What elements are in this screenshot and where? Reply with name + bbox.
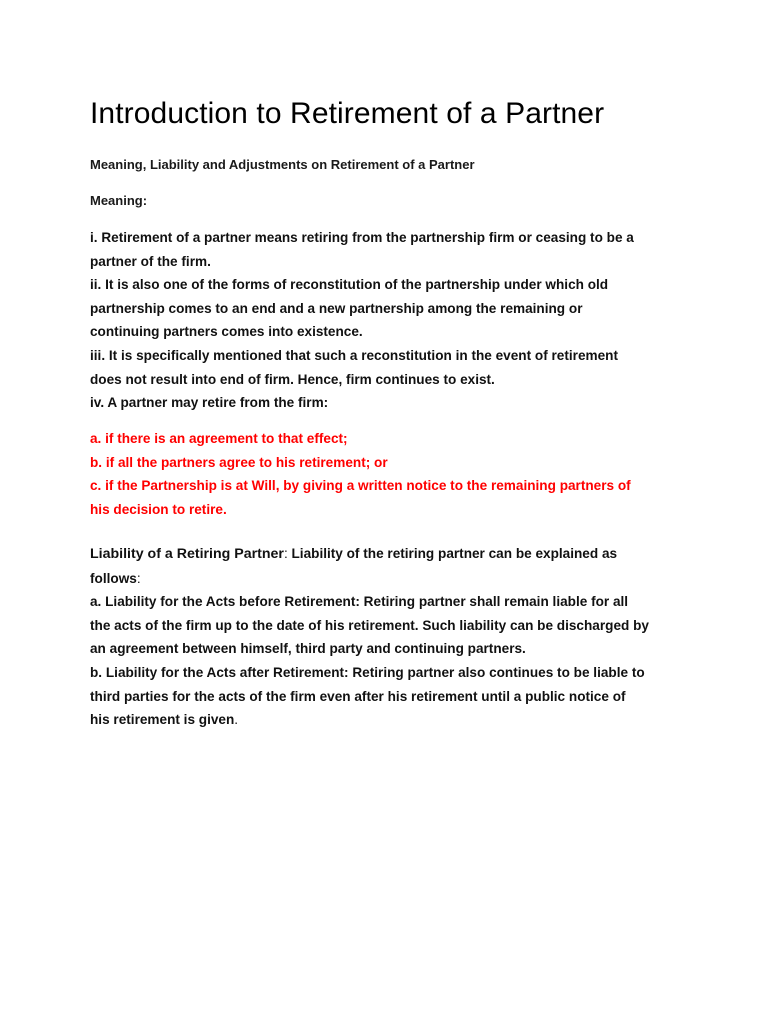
liability-intro-text: Liability of the retiring partner can be explained as [287, 546, 618, 561]
page-title: Introduction to Retirement of a Partner [90, 97, 605, 130]
condition-item: b. if all the partners agree to his retirement; or [90, 454, 388, 470]
meaning-line: does not result into end of firm. Hence, firm continues to exist. [90, 371, 495, 387]
liability-paragraph [90, 542, 690, 732]
meaning-line: iii. It is specifically mentioned that such a reconstitution in the event of retirement [90, 347, 618, 363]
meaning-line: i. Retirement of a partner means retiring from the partnership firm or ceasing to be a [90, 230, 634, 245]
liability-line: the acts of the firm up to the date of his retirement. Such liability can be discharged by [90, 617, 649, 633]
liability-line: an agreement between himself, third party and continuing partners. [90, 641, 526, 657]
liability-heading: Liability of a Retiring Partner [90, 546, 284, 562]
liability-intro-line [90, 542, 690, 567]
liability-intro-line [90, 567, 690, 591]
condition-item: c. if the Partnership is at Will, by giving a written notice to the remaining partners of [90, 478, 631, 494]
condition-item: a. if there is an agreement to that effect; [90, 431, 348, 446]
liability-line: third parties for the acts of the firm even after his retirement until a public notice of [90, 688, 626, 704]
liability-last-text: his retirement is given [90, 712, 235, 728]
meaning-heading: Meaning: [90, 193, 148, 208]
liability-last-line [90, 708, 690, 732]
condition-item: his decision to retire. [90, 501, 227, 517]
liability-intro-continued: follows [90, 570, 137, 586]
liability-last-period: . [234, 712, 239, 728]
retirement-conditions-list [90, 427, 690, 521]
meaning-line: iv. A partner may retire from the firm: [90, 395, 329, 411]
liability-intro-colon: : [136, 570, 141, 586]
meaning-paragraph [90, 226, 690, 415]
liability-line: a. Liability for the Acts before Retirement: Retiring partner shall remain liable for all [90, 594, 629, 610]
meaning-line: partnership comes to an end and a new partnership among the remaining or [90, 300, 583, 316]
liability-heading-colon: : [283, 546, 288, 561]
liability-line: b. Liability for the Acts after Retirement: Retiring partner also continues to be liable to [90, 664, 645, 680]
page-subtitle: Meaning, Liability and Adjustments on Retirement of a Partner [90, 157, 475, 172]
meaning-line: continuing partners comes into existence. [90, 324, 363, 340]
meaning-line: partner of the firm. [90, 253, 211, 269]
meaning-line: ii. It is also one of the forms of reconstitution of the partnership under which old [90, 277, 609, 293]
